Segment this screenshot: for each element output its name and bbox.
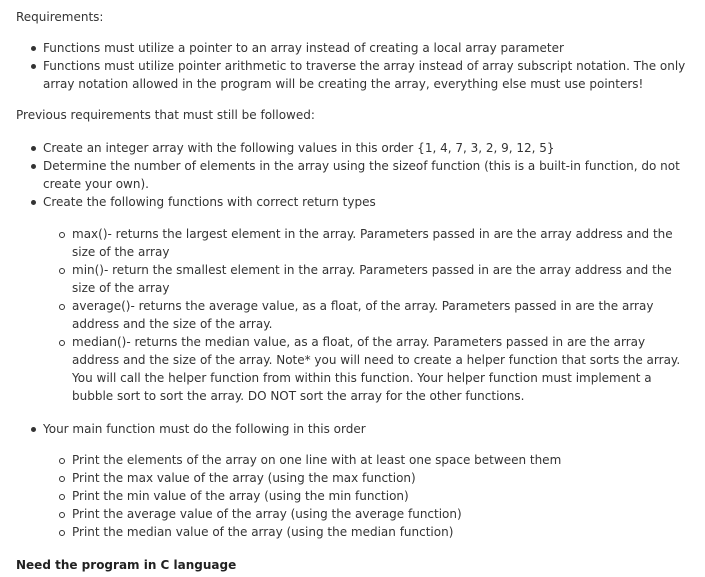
- hollow-bullet-icon: [59, 232, 65, 238]
- function-max-line-1: max()- returns the largest element in the array. Parameters passed in are the array address and the: [72, 227, 673, 241]
- previous-2-line-1: Determine the number of elements in the array using the sizeof function (this is a built-in function, do not: [43, 159, 680, 173]
- hollow-bullet-icon: [59, 476, 65, 482]
- requirements-heading: Requirements:: [16, 10, 104, 24]
- previous-1-line-1: Create an integer array with the following values in this order {1, 4, 7, 3, 2, 9, 12, 5}: [43, 141, 555, 155]
- bullet-icon: [31, 46, 36, 51]
- main-step-3: Print the min value of the array (using the min function): [72, 489, 409, 503]
- previous-3-line-1: Create the following functions with correct return types: [43, 195, 376, 209]
- hollow-bullet-icon: [59, 458, 65, 464]
- function-median-line-2: address and the size of the array. Note* you will need to create a helper function that sorts the array.: [72, 353, 681, 367]
- function-min-line-1: min()- return the smallest element in the array. Parameters passed in are the array address and the: [72, 263, 672, 277]
- closing-note: Need the program in C language: [16, 558, 237, 572]
- hollow-bullet-icon: [59, 304, 65, 310]
- bullet-icon: [31, 200, 36, 205]
- function-median-line-3: You will call the helper function from within this function. Your helper function must implement a: [72, 371, 652, 385]
- function-max-line-2: size of the array: [72, 245, 170, 259]
- function-min-line-2: size of the array: [72, 281, 170, 295]
- previous-2-line-2: create your own).: [43, 177, 149, 191]
- bullet-icon: [31, 64, 36, 69]
- bullet-icon: [31, 164, 36, 169]
- main-step-5: Print the median value of the array (using the median function): [72, 525, 454, 539]
- function-median-line-4: bubble sort to sort the array. DO NOT sort the array for the other functions.: [72, 389, 525, 403]
- function-average-line-1: average()- returns the average value, as a float, of the array. Parameters passed in are the array: [72, 299, 654, 313]
- function-average-line-2: address and the size of the array.: [72, 317, 273, 331]
- requirement-2-line-2: array notation allowed in the program will be creating the array, everything else must use pointers!: [43, 77, 644, 91]
- hollow-bullet-icon: [59, 512, 65, 518]
- main-step-1: Print the elements of the array on one line with at least one space between them: [72, 453, 562, 467]
- bullet-icon: [31, 427, 36, 432]
- main-step-4: Print the average value of the array (using the average function): [72, 507, 462, 521]
- bullet-icon: [31, 146, 36, 151]
- hollow-bullet-icon: [59, 268, 65, 274]
- function-median-line-1: median()- returns the median value, as a float, of the array. Parameters passed in are the array: [72, 335, 646, 349]
- main-function-item: Your main function must do the following in this order: [43, 422, 366, 436]
- main-step-2: Print the max value of the array (using the max function): [72, 471, 416, 485]
- hollow-bullet-icon: [59, 340, 65, 346]
- hollow-bullet-icon: [59, 530, 65, 536]
- requirement-2-line-1: Functions must utilize pointer arithmetic to traverse the array instead of array subscript notation. The only: [43, 59, 686, 73]
- previous-requirements-heading: Previous requirements that must still be followed:: [16, 108, 315, 122]
- requirement-1-line-1: Functions must utilize a pointer to an array instead of creating a local array parameter: [43, 41, 564, 55]
- hollow-bullet-icon: [59, 494, 65, 500]
